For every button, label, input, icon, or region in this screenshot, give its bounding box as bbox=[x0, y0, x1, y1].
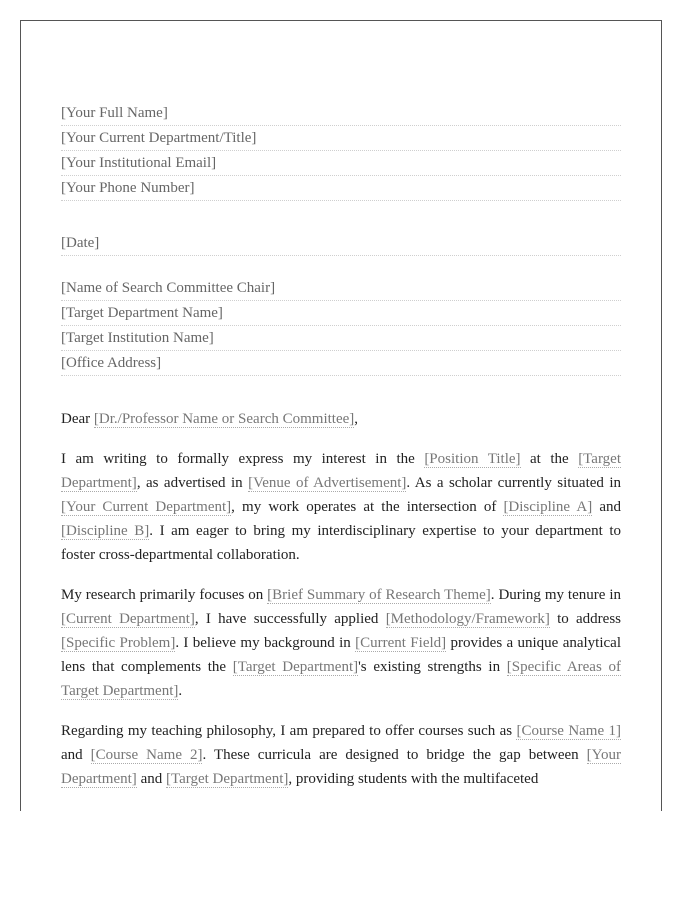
recipient-chair[interactable]: [Name of Search Committee Chair] bbox=[61, 276, 621, 301]
salutation-suffix: , bbox=[354, 411, 359, 427]
paragraph-text: . I am eager to bring my interdisciplinary expertise to your department to foster cross-departmental collaboration. bbox=[61, 523, 621, 563]
letter-page bbox=[20, 20, 662, 811]
placeholder-field[interactable]: [Position Title] bbox=[424, 451, 521, 467]
placeholder-field[interactable]: [Target Department] bbox=[165, 771, 289, 787]
paragraph-text: , my work operates at the intersection of bbox=[231, 499, 504, 515]
recipient-institution[interactable]: [Target Institution Name] bbox=[61, 326, 621, 351]
paragraph-text: Regarding my teaching philosophy, I am prepared to offer courses such as bbox=[61, 723, 517, 739]
paragraph-text: and bbox=[61, 747, 91, 763]
salutation bbox=[61, 407, 621, 431]
letter-date[interactable]: [Date] bbox=[61, 231, 621, 256]
salutation-prefix: Dear bbox=[61, 411, 94, 427]
paragraph-text: and bbox=[136, 771, 166, 787]
placeholder-field[interactable]: [Your Current Department] bbox=[61, 499, 232, 515]
placeholder-field[interactable]: [Venue of Advertisement] bbox=[248, 475, 407, 491]
paragraph-text: provides a unique analytical lens that complements the bbox=[61, 635, 621, 675]
paragraph-text: . bbox=[178, 683, 183, 699]
placeholder-field[interactable]: [Discipline B] bbox=[61, 523, 150, 539]
placeholder-field[interactable]: [Target Department] bbox=[61, 451, 622, 491]
placeholder-field[interactable]: [Current Field] bbox=[355, 635, 447, 651]
placeholder-field[interactable]: [Specific Problem] bbox=[61, 635, 176, 651]
placeholder-field[interactable]: [Your Department] bbox=[61, 747, 621, 787]
paragraph-text: . I believe my background in bbox=[175, 635, 356, 651]
placeholder-field[interactable]: [Brief Summary of Research Theme] bbox=[267, 587, 491, 603]
paragraph-text: . These curricula are designed to bridge the gap between bbox=[202, 747, 587, 763]
sender-department-title[interactable]: [Your Current Department/Title] bbox=[61, 126, 621, 151]
sender-phone[interactable]: [Your Phone Number] bbox=[61, 176, 621, 201]
body-paragraph-1 bbox=[61, 447, 621, 567]
placeholder-field[interactable]: [Specific Areas of Target Department] bbox=[61, 659, 621, 699]
paragraph-text: . During my tenure in bbox=[490, 587, 621, 603]
recipient-department[interactable]: [Target Department Name] bbox=[61, 301, 621, 326]
paragraph-text: My research primarily focuses on bbox=[61, 587, 268, 603]
paragraph-text: at the bbox=[520, 451, 579, 467]
placeholder-field[interactable]: [Discipline A] bbox=[503, 499, 593, 515]
sender-name[interactable]: [Your Full Name] bbox=[61, 101, 621, 126]
placeholder-field[interactable]: [Course Name 2] bbox=[90, 747, 203, 763]
placeholder-field[interactable]: [Current Department] bbox=[61, 611, 195, 627]
salutation-name[interactable]: [Dr./Professor Name or Search Committee] bbox=[93, 411, 355, 427]
paragraph-text: 's existing strengths in bbox=[358, 659, 507, 675]
sender-email[interactable]: [Your Institutional Email] bbox=[61, 151, 621, 176]
body-paragraph-3 bbox=[61, 719, 621, 791]
paragraph-text: , as advertised in bbox=[136, 475, 249, 491]
paragraph-text: and bbox=[592, 499, 621, 515]
placeholder-field[interactable]: [Target Department] bbox=[232, 659, 359, 675]
recipient-block bbox=[61, 276, 621, 376]
paragraph-text: to address bbox=[549, 611, 621, 627]
recipient-address[interactable]: [Office Address] bbox=[61, 351, 621, 376]
placeholder-field[interactable]: [Methodology/Framework] bbox=[385, 611, 550, 627]
sender-block bbox=[61, 101, 621, 201]
paragraph-text: I am writing to formally express my interest in the bbox=[61, 451, 425, 467]
letter-content bbox=[61, 101, 621, 791]
body-paragraph-2 bbox=[61, 583, 621, 703]
placeholder-field[interactable]: [Course Name 1] bbox=[516, 723, 621, 739]
paragraph-text: , I have successfully applied bbox=[194, 611, 386, 627]
paragraph-text: , providing students with the multifaceted bbox=[288, 771, 539, 787]
letter-body bbox=[61, 447, 621, 791]
paragraph-text: . As a scholar currently situated in bbox=[406, 475, 622, 491]
